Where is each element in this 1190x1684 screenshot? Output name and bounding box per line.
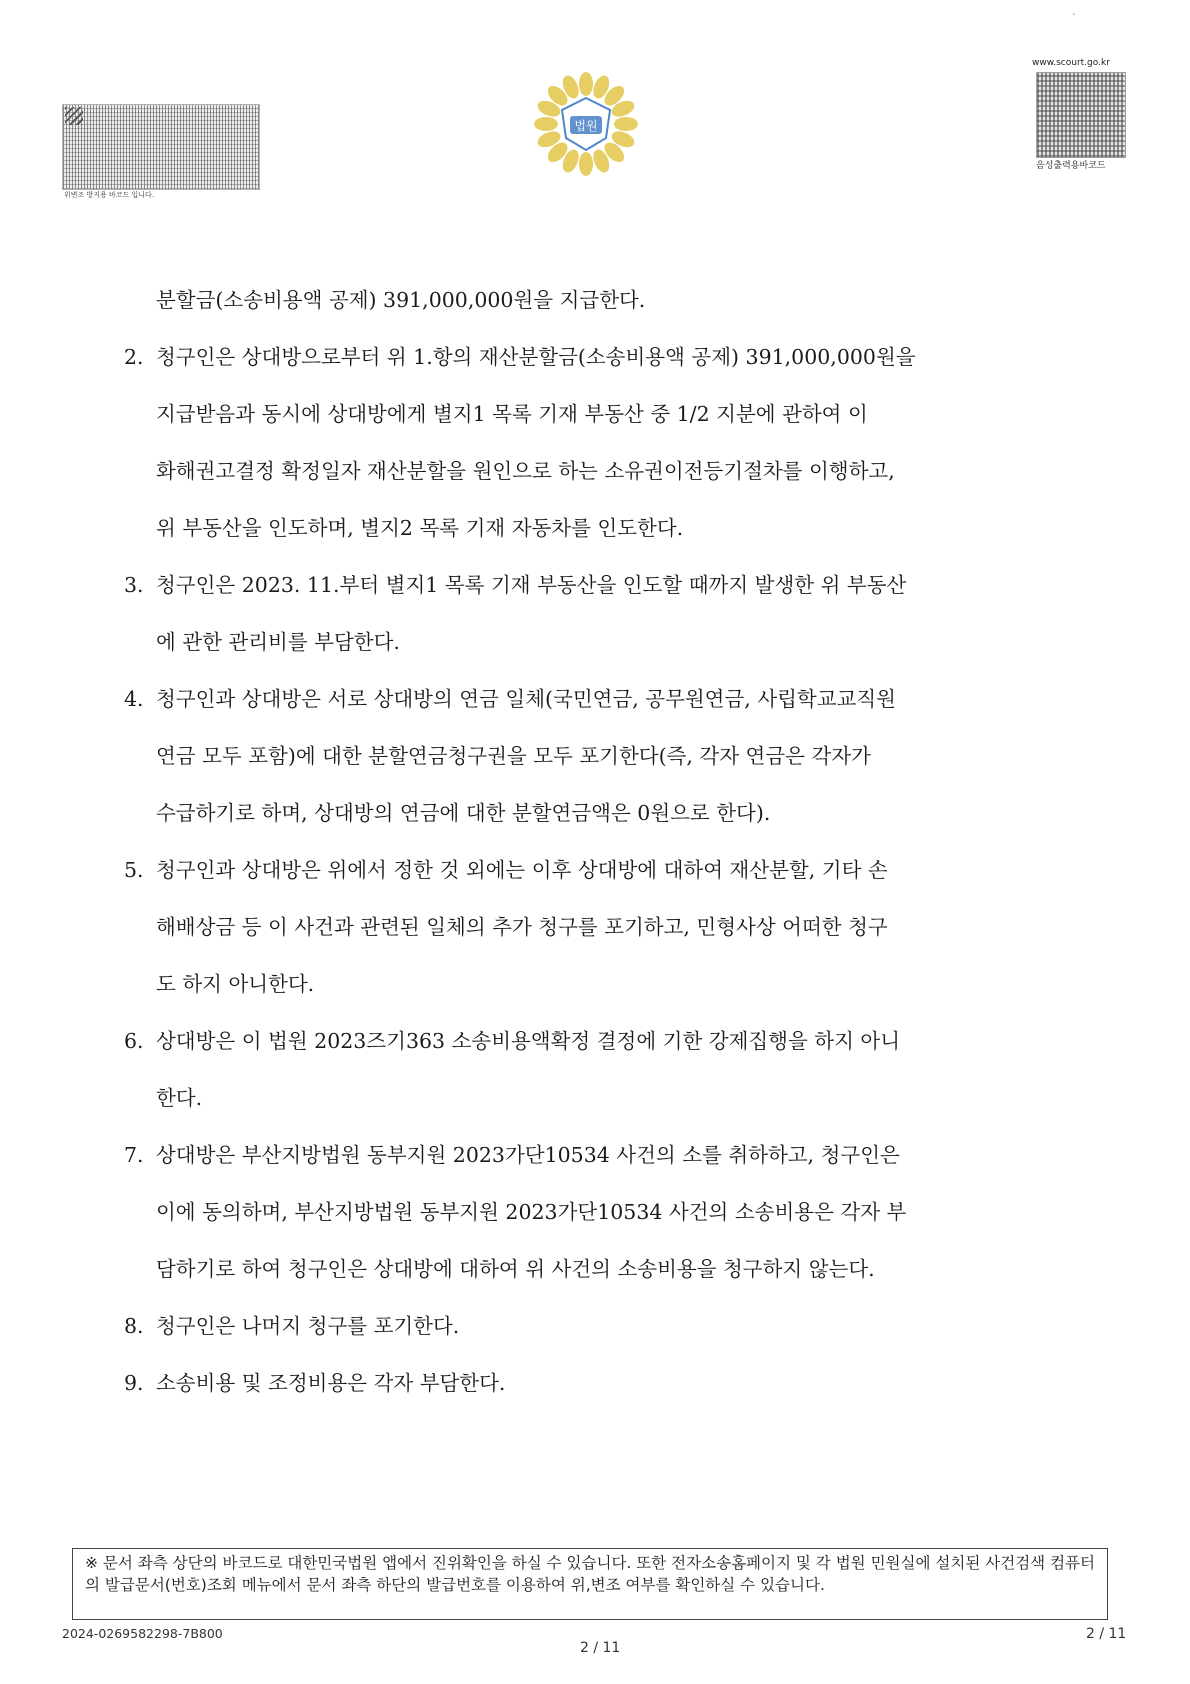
clause-continuation: 에 관한 관리비를 부담한다.	[156, 630, 400, 654]
document-body	[124, 272, 1040, 1412]
barcode-caption: 위변조 방지용 바코드 입니다.	[64, 191, 155, 199]
issue-number: 2024-0269582298-7B800	[62, 1626, 223, 1641]
clause-first-line	[124, 557, 1040, 614]
clause-first-line	[124, 1355, 1040, 1412]
clause-first-line	[124, 1298, 1040, 1355]
clause-number: 2.	[124, 345, 144, 369]
clause-continuation: 지급받음과 동시에 상대방에게 별지1 목록 기재 부동산 중 1/2 지분에 관하여 이	[156, 402, 868, 426]
clause-number: 3.	[124, 573, 144, 597]
qr-caption: 음성출력용바코드	[1036, 161, 1106, 171]
clause-first-line	[124, 1013, 1040, 1070]
clause-number: 5.	[124, 858, 144, 882]
clause-continuation: 화해권고결정 확정일자 재산분할을 원인으로 하는 소유권이전등기절차를 이행하고,	[156, 459, 895, 483]
clause-continuation: 한다.	[156, 1086, 203, 1110]
clause-number: 8.	[124, 1314, 144, 1338]
clause-continuation: 해배상금 등 이 사건과 관련된 일체의 추가 청구를 포기하고, 민형사상 어떠한 청구	[156, 915, 888, 939]
clause-number: 7.	[124, 1143, 144, 1167]
clause-continuation: 담하기로 하여 청구인은 상대방에 대하여 위 사건의 소송비용을 청구하지 않는다.	[156, 1257, 875, 1281]
emblem-petal	[579, 72, 593, 96]
clause-continuation: 위 부동산을 인도하며, 별지2 목록 기재 자동차를 인도한다.	[156, 516, 684, 540]
clause-first-line	[124, 842, 1040, 899]
clause-number: 9.	[124, 1371, 144, 1395]
clause-continuation: 연금 모두 포함)에 대한 분할연금청구권을 모두 포기한다(즉, 각자 연금은 각자가	[156, 744, 871, 768]
clause-first-line	[124, 671, 1040, 728]
clause-first-line	[124, 329, 1040, 386]
clause-first-line	[124, 1127, 1040, 1184]
clause-number: 6.	[124, 1029, 144, 1053]
intro-line: 분할금(소송비용액 공제) 391,000,000원을 지급한다.	[156, 288, 646, 312]
clause-continuation: 도 하지 아니한다.	[156, 972, 315, 996]
clause-list	[124, 329, 1040, 1412]
emblem-petal	[614, 117, 638, 131]
emblem-petal	[579, 152, 593, 176]
clause-text: 상대방은 부산지방법원 동부지원 2023가단10534 사건의 소를 취하하고, 청구인은	[156, 1143, 900, 1167]
court-emblem-icon	[528, 70, 644, 178]
corner-mark: `	[1072, 14, 1077, 24]
voice-output-qr-code	[1036, 72, 1126, 158]
clause-text: 청구인은 나머지 청구를 포기한다.	[156, 1314, 460, 1338]
clause-continuation: 이에 동의하며, 부산지방법원 동부지원 2023가단10534 사건의 소송비용은 각자 부	[156, 1200, 907, 1224]
clause-text: 청구인과 상대방은 위에서 정한 것 외에는 이후 상대방에 대하여 재산분할, 기타 손	[156, 858, 888, 882]
clause-text: 청구인과 상대방은 서로 상대방의 연금 일체(국민연금, 공무원연금, 사립학교교직원	[156, 687, 896, 711]
clause-continuation: 수급하기로 하며, 상대방의 연금에 대한 분할연금액은 0원으로 한다).	[156, 801, 771, 825]
page-number-center: 2 / 11	[580, 1640, 621, 1656]
emblem-petal	[534, 117, 558, 131]
authenticity-notice: ※ 문서 좌측 상단의 바코드로 대한민국법원 앱에서 진위확인을 하실 수 있습니다. 또한 전자소송홈페이지 및 각 법원 민원실에 설치된 사건검색 컴퓨터의 발급문서(번호)조회 메뉴에서 문서 좌측 하단의 발급번호를 이용하여 위,변조 여부를 확인하실 수 있습니다.	[72, 1548, 1108, 1620]
clause-text: 청구인은 2023. 11.부터 별지1 목록 기재 부동산을 인도할 때까지 발생한 위 부동산	[156, 573, 907, 597]
clause-number: 4.	[124, 687, 144, 711]
page-number-right: 2 / 11	[1086, 1626, 1127, 1642]
clause-text: 청구인은 상대방으로부터 위 1.항의 재산분할금(소송비용액 공제) 391,000,000원을	[156, 345, 916, 369]
clause-text: 소송비용 및 조정비용은 각자 부담한다.	[156, 1371, 506, 1395]
anti-forgery-barcode	[62, 104, 260, 190]
barcode-corner-stripes	[65, 107, 83, 125]
emblem-label: 법원	[574, 119, 598, 133]
clause-text: 상대방은 이 법원 2023즈기363 소송비용액확정 결정에 기한 강제집행을 하지 아니	[156, 1029, 901, 1053]
qr-url: www.scourt.go.kr	[1032, 58, 1110, 68]
